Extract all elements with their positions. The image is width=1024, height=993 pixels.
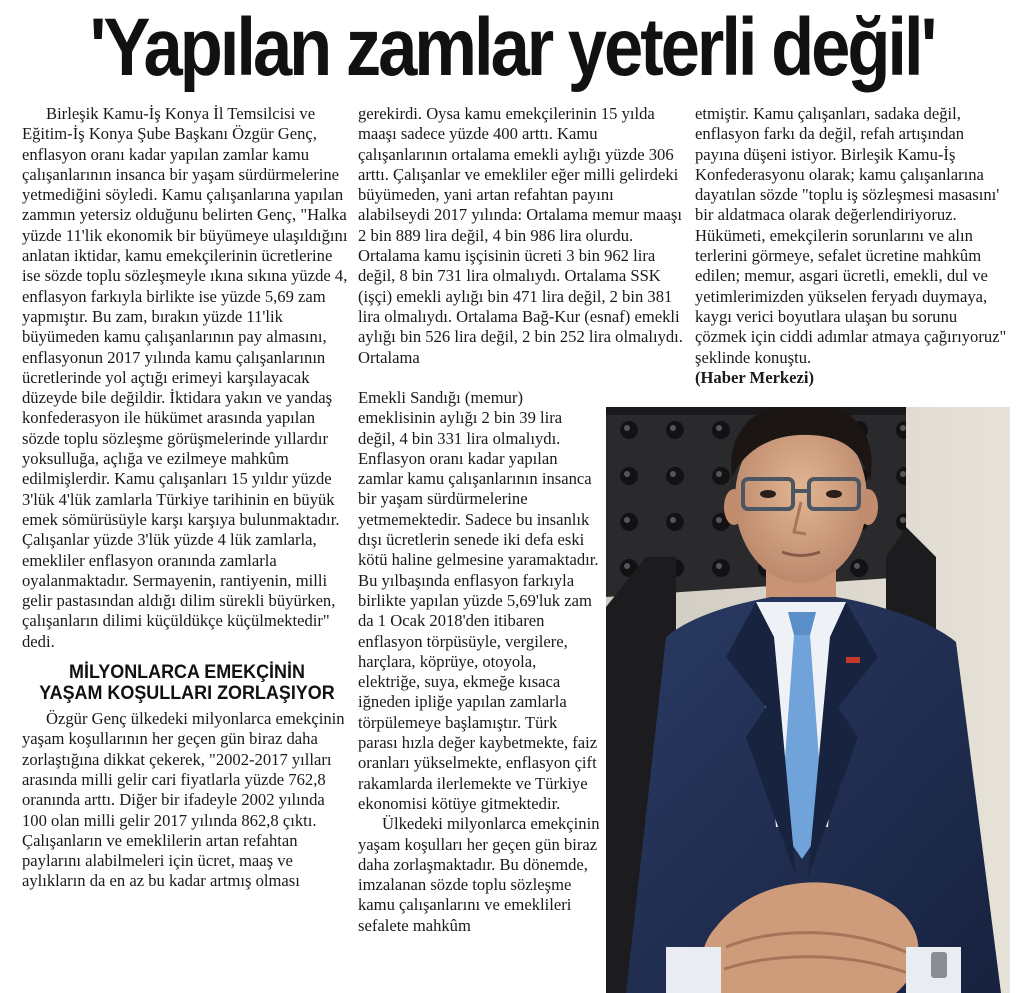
portrait-illustration (606, 407, 1010, 993)
paragraph: etmiştir. Kamu çalışanları, sadaka değil, enflasyon farkı da değil, refah artışından payına düşeni istiyor. Birleşik Kamu-İş Konfederasyonu olarak; kamu çalışanlarına dayatılan sözde "toplu iş sözleşmesi masasını' bir aldatmaca olarak değerlendiriyoruz. Hükümeti, emekçilerin sorunlarını ve alın terlerini görmeye, sefalet ücretine mahkûm edilen; memur, asgari ücretli, emekli, dul ve yetimlerimizden yükselen feryadı duymaya, kaygı verici boyutlara ulaşan bu sorunu çözmek için ciddi adımlar atmaya çağırıyoruz" şeklinde konuştu. (695, 104, 1007, 367)
article-column-2 (358, 104, 684, 368)
paragraph: Ülkedeki milyonlarca emekçinin yaşam koşulları her geçen gün biraz daha zorlaşmaktadır. Bu dönemde, imzalanan sözde toplu sözleşme kamu çalışanlarını ve emeklileri sefalete mahkûm (358, 814, 600, 935)
portrait-photo (606, 407, 1010, 993)
subheading: MİLYONLARCA EMEKÇİNİN YAŞAM KOŞULLARI ZORLAŞIYOR (39, 661, 335, 704)
paragraph: Birleşik Kamu-İş Konya İl Temsilcisi ve Eğitim-İş Konya Şube Başkanı Özgür Genç, enflasyon oranı kadar yapılan zamlar kamu çalışanlarının insanca bir yaşam sürdürmelerine yetmediğini söyledi. Kamu çalışanlarına yapılan zammın yetersiz olduğunu belirten Genç, "Halka yüzde 11'lik ekonomik bir büyümeye ulaşıldığını anlatan iktidar, kamu emekçilerinin ücretlerine ise sözde toplu sözleşmeyle ıkına sıkına yüzde 4, enflasyon farkıyla birlikte ise yüzde 5,69 zam yapmıştır. Bu zam, bırakın yüzde 11'lik büyümeden kamu çalışanlarının pay almasını, enflasyonun 2017 yılında kamu çalışanlarının ücretlerinde yol açtığı erimeyi karşılayacak düzeyde bile değildir. İktidara yakın ve yandaş konfederasyon ile hükümet arasında yapılan sözde toplu sözleşme görüşmelerinde yıllardır yoksulluğa, açlığa ve ezilmeye mahkûm edilmişlerdir. Kamu çalışanları 15 yıldır yüzde 3'lük 4'lük zamlarla Türkiye tarihinin en büyük emek sömürüsüyle karşı karşıya bulunmaktadır. Çalışanlar yüzde 3'lük yüzde 4 lük zamlarla, emekliler enflasyon oranında zamlarla oyalanmaktadır. Sermayenin, rantiyenin, milli gelir pastasından aldığı dilim sürekli büyürken, çalışanların dilimi küçüldükçe küçülmektedir" dedi. (22, 104, 348, 651)
headline: 'Yapılan zamlar yeterli değil' (89, 2, 935, 93)
article-column-2-wrap (358, 388, 600, 936)
article-column-3 (695, 104, 1010, 388)
paragraph: Emekli Sandığı (memur) emeklisinin aylığı 2 bin 39 lira değil, 4 bin 331 lira olmalıydı. Enflasyon oranı kadar yapılan zamlar kamu çalışanlarının insanca bir yaşam sürdürmelerine yetmemektedir. Sadece bu insanlık dışı ücretlerin senede iki defa eski kötü haline gelmesine yaramaktadır. Bu yılbaşında enflasyon farkıyla birlikte yapılan yüzde 5,69'luk zam da 1 Ocak 2018'den itibaren enflasyon törpüsüyle, vergilere, harçlara, köprüye, otoyola, elektriğe, suya, ekmeğe kısaca iğneden ipliğe yapılan zamlarla törpülemeye başlamıştır. Türk parası hızla değer kaybetmekte, faiz oranları yükselmekte, enflasyon çift rakamlarda ilerlemekte ve Türkiye ekonomisi kötüye gitmektedir. (358, 388, 599, 813)
paragraph: gerekirdi. Oysa kamu emekçilerinin 15 yılda maaşı sadece yüzde 400 arttı. Kamu çalışanlarının ortalama emekli aylığı yüzde 306 arttı. Çalışanlar ve emekliler eğer milli gelirdeki büyümeden, yani artan refahtan payını alabilseydi 2017 yılında: Ortalama memur maaşı 2 bin 889 lira değil, 4 bin 986 lira olurdu. Ortalama kamu işçisinin ücreti 3 bin 962 lira değil, 8 bin 731 lira olmalıydı. Ortalama SSK (işçi) emekli aylığı bin 471 lira değil, 2 bin 381 lira olmalıydı. Ortalama Bağ-Kur (esnaf) emekli aylığı bin 526 lira değil, 2 bin 252 lira olmalıydı. Ortalama (358, 104, 683, 367)
byline: (Haber Merkezi) (695, 367, 815, 387)
paragraph: Özgür Genç ülkedeki milyonlarca emekçinin yaşam koşullarının her geçen gün biraz daha zorlaştığına dikkat çekerek, "2002-2017 yılları arasında milli gelir cari fiyatlarla yüzde 762,8 oranında arttı. Diğer bir ifadeyle 2002 yılında 100 olan milli gelir 2017 yılında 862,8 çıktı. Çalışanların ve emeklilerin artan refahtan paylarını alabilmeleri için ücret, maaş ve aylıkların da en az bu kadar artmış olması (22, 709, 345, 891)
article-column-1 (22, 104, 352, 892)
